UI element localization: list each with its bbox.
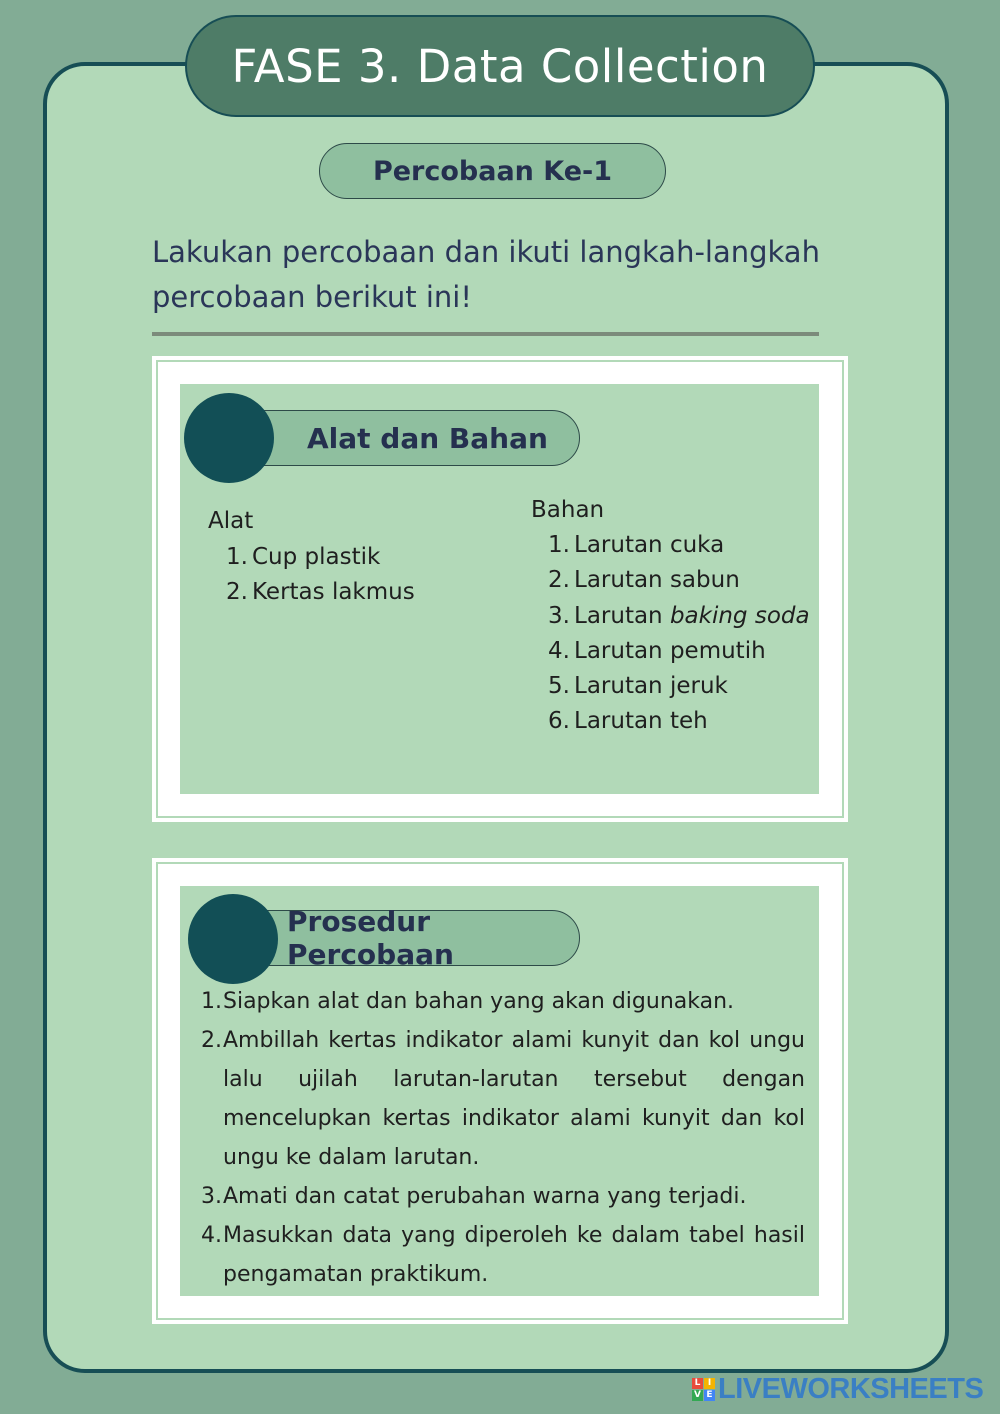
step-number: 1. xyxy=(201,989,222,1014)
list-number: 2. xyxy=(548,567,570,594)
tools-title: Alat xyxy=(208,508,254,534)
step-text: Masukkan data yang diperoleh ke dalam tabel hasil pengamatan praktikum. xyxy=(223,1223,805,1287)
instruction-line-2: percobaan berikut ini! xyxy=(152,280,472,314)
experiment-subtitle: Percobaan Ke-1 xyxy=(319,143,666,199)
tool-item xyxy=(226,540,415,575)
list-number: 2. xyxy=(226,579,248,606)
ingredients-title: Bahan xyxy=(531,497,605,523)
procedure-step xyxy=(200,982,805,1021)
procedure-heading-circle xyxy=(188,894,278,984)
logo-letter: V xyxy=(692,1390,703,1401)
materials-heading-label: Alat dan Bahan xyxy=(307,421,548,455)
materials-heading-circle xyxy=(184,393,274,483)
step-number: 3. xyxy=(201,1184,222,1209)
divider xyxy=(152,332,819,336)
step-text: Amati dan catat perubahan warna yang terjadi. xyxy=(223,1184,747,1209)
liveworksheets-watermark xyxy=(692,1372,983,1406)
procedure-heading xyxy=(234,905,580,971)
instruction-line-1: Lakukan percobaan dan ikuti langkah-langkah xyxy=(152,235,820,269)
procedure-step xyxy=(200,1021,805,1177)
tool-label: Kertas lakmus xyxy=(252,579,415,606)
ingredient-label: Larutan cuka xyxy=(574,532,725,558)
list-number: 4. xyxy=(548,637,570,664)
procedure-step xyxy=(200,1216,805,1294)
ingredient-label: Larutan teh xyxy=(574,708,708,735)
materials-heading xyxy=(232,410,580,466)
ingredient-item xyxy=(548,563,810,598)
procedure-step xyxy=(200,1177,805,1216)
ingredient-item xyxy=(548,704,810,739)
ingredient-item xyxy=(548,669,810,704)
tools-list xyxy=(226,540,415,611)
step-number: 4. xyxy=(201,1223,222,1248)
procedure-steps xyxy=(200,982,805,1294)
step-text: Siapkan alat dan bahan yang akan digunakan. xyxy=(223,989,735,1014)
ingredient-item xyxy=(548,634,810,669)
ingredient-item xyxy=(548,528,810,563)
ingredient-item xyxy=(548,599,810,634)
step-text: Ambillah kertas indikator alami kunyit dan kol ungu lalu ujilah larutan-larutan tersebut dengan mencelupkan kertas indikator alami kunyit dan kol ungu ke dalam larutan. xyxy=(223,1028,805,1170)
procedure-heading-label: Prosedur Percobaan xyxy=(287,905,454,971)
ingredients-list xyxy=(548,528,810,740)
logo-letter: I xyxy=(704,1378,715,1389)
list-number: 1. xyxy=(548,532,570,558)
ingredient-label: Larutan xyxy=(574,602,670,629)
list-number: 6. xyxy=(548,708,570,735)
liveworksheets-logo-icon xyxy=(692,1378,715,1401)
logo-letter: L xyxy=(692,1378,703,1389)
logo-letter: E xyxy=(704,1390,715,1401)
ingredient-label: Larutan jeruk xyxy=(574,673,728,700)
tool-item xyxy=(226,575,415,610)
instruction-text xyxy=(152,230,842,320)
list-number: 5. xyxy=(548,673,570,700)
watermark-text: LIVEWORKSHEETS xyxy=(718,1372,984,1405)
ingredient-label: Larutan sabun xyxy=(574,567,740,594)
tool-label: Cup plastik xyxy=(252,544,381,570)
ingredient-label: Larutan pemutih xyxy=(574,637,766,664)
ingredient-italic-label: baking soda xyxy=(669,602,810,629)
step-number: 2. xyxy=(201,1028,222,1053)
list-number: 1. xyxy=(226,544,248,570)
page-title: FASE 3. Data Collection xyxy=(185,15,815,117)
list-number: 3. xyxy=(548,602,570,629)
